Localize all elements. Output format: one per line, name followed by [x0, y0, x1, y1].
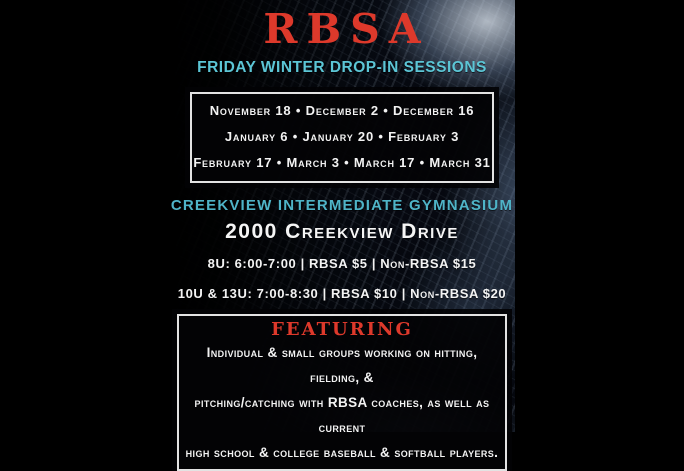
featuring-line-2: pitching/catching with RBSA coaches, as well as current	[194, 395, 490, 435]
pricing-8u: 8U: 6:00-7:00 | RBSA $5 | Non-RBSA $15	[207, 256, 477, 271]
venue-address: 2000 Creekview Drive	[225, 220, 459, 243]
featuring-heading: FEATURING	[271, 319, 413, 340]
event-flyer	[169, 0, 515, 460]
org-title: RBSA	[263, 5, 430, 53]
dates-line-3: February 17 • March 3 • March 17 • March 31	[193, 155, 491, 170]
featuring-box	[177, 314, 507, 471]
event-subtitle: FRIDAY WINTER DROP-IN SESSIONS	[197, 59, 487, 76]
venue-name: CREEKVIEW INTERMEDIATE GYMNASIUM	[170, 197, 514, 214]
flyer-content	[169, 2, 515, 460]
dates-line-2: January 6 • January 20 • February 3	[224, 129, 460, 144]
featuring-line-1: Individual & small groups working on hitting, fielding, &	[206, 345, 478, 385]
pricing-10u-13u: 10U & 13U: 7:00-8:30 | RBSA $10 | Non-RBSA $20	[177, 286, 507, 301]
featuring-line-3: high school & college baseball & softball players.	[185, 445, 499, 460]
session-dates-box	[190, 92, 494, 183]
dates-line-1: November 18 • December 2 • December 16	[209, 103, 475, 118]
